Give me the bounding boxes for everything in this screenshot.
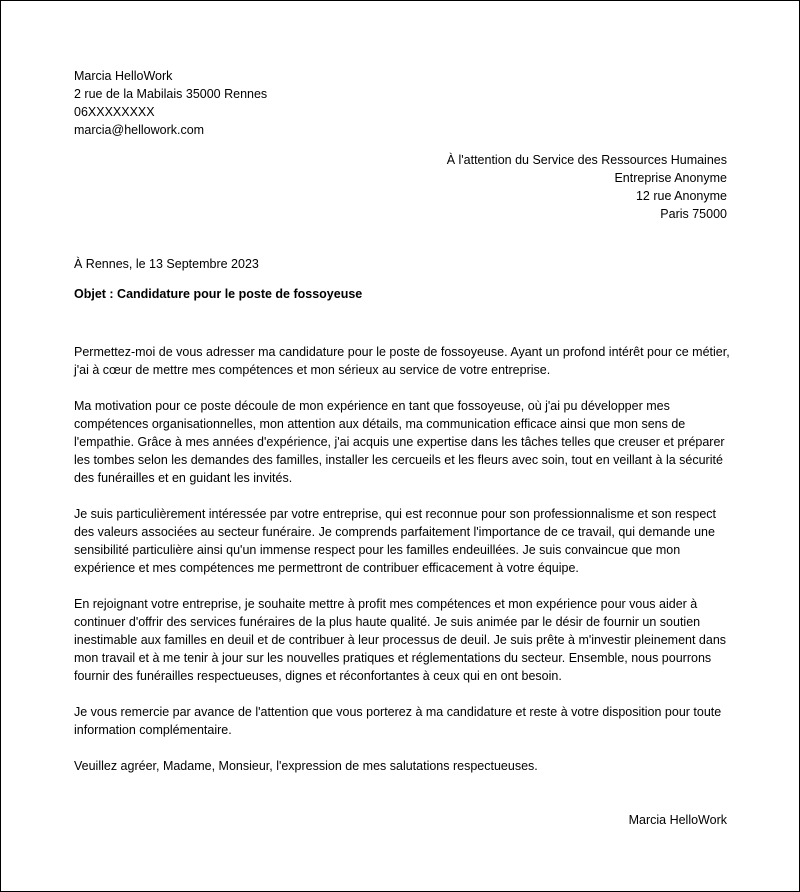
recipient-attention: À l'attention du Service des Ressources Humaines [446, 153, 727, 167]
body-paragraph: En rejoignant votre entreprise, je souhaite mettre à profit mes compétences et mon expérience pour vous aider à continuer d'offrir des services funéraires de la plus haute qualité. Je suis animée par le désir de fournir un soutien inestimable aux familles en deuil et de contribuer à leur processus de deuil. Je suis prête à m'investir pleinement dans mon travail et à me tenir à jour sur les nouvelles pratiques et réglementations du secteur. Ensemble, nous pourrons fournir des funérailles respectueuses, dignes et réconfortantes à ceux qui en ont besoin. [74, 597, 727, 683]
sender-block [74, 67, 474, 139]
sender-email: marcia@hellowork.com [74, 123, 205, 137]
closing-paragraph: Veuillez agréer, Madame, Monsieur, l'expression de mes salutations respectueuses. [74, 759, 538, 773]
sender-address: 2 rue de la Mabilais 35000 Rennes [74, 87, 268, 101]
recipient-city: Paris 75000 [660, 207, 727, 221]
sender-name: Marcia HelloWork [74, 69, 173, 83]
signature: Marcia HelloWork [628, 813, 727, 827]
sender-phone: 06XXXXXXXX [74, 105, 155, 119]
body-paragraph: Je suis particulièrement intéressée par votre entreprise, qui est reconnue pour son professionnalisme et son respect des valeurs associées au secteur funéraire. Je comprends parfaitement l'importance de ce travail, qui demande une sensibilité particulière ainsi qu'un immense respect pour les familles endeuillées. Je suis convaincue que mon expérience et mes compétences me permettront de contribuer efficacement à votre équipe. [74, 507, 717, 575]
body-paragraph: Ma motivation pour ce poste découle de mon expérience en tant que fossoyeuse, où j'ai pu développer mes compétences organisationnelles, mon attention aux détails, ma communication efficace ainsi que mon sens de l'empathie. Grâce à mes années d'expérience, j'ai acquis une expertise dans les tâches telles que creuser et préparer les tombes selon les demandes des familles, installer les cercueils et les fleurs avec soin, tout en veillant à la sécurité des funérailles et en guidant les invités. [74, 399, 725, 485]
body-paragraph: Je vous remercie par avance de l'attention que vous porterez à ma candidature et reste à votre disposition pour toute information complémentaire. [74, 705, 722, 737]
letter-date: À Rennes, le 13 Septembre 2023 [74, 257, 259, 271]
letter-subject: Objet : Candidature pour le poste de fossoyeuse [74, 287, 363, 301]
recipient-company: Entreprise Anonyme [614, 171, 727, 185]
body-paragraph: Permettez-moi de vous adresser ma candidature pour le poste de fossoyeuse. Ayant un profond intérêt pour ce métier, j'ai à cœur de mettre mes compétences et mon sérieux au service de votre entreprise. [74, 345, 730, 377]
recipient-block [307, 151, 727, 223]
letter-body [74, 343, 734, 793]
recipient-street: 12 rue Anonyme [635, 189, 727, 203]
